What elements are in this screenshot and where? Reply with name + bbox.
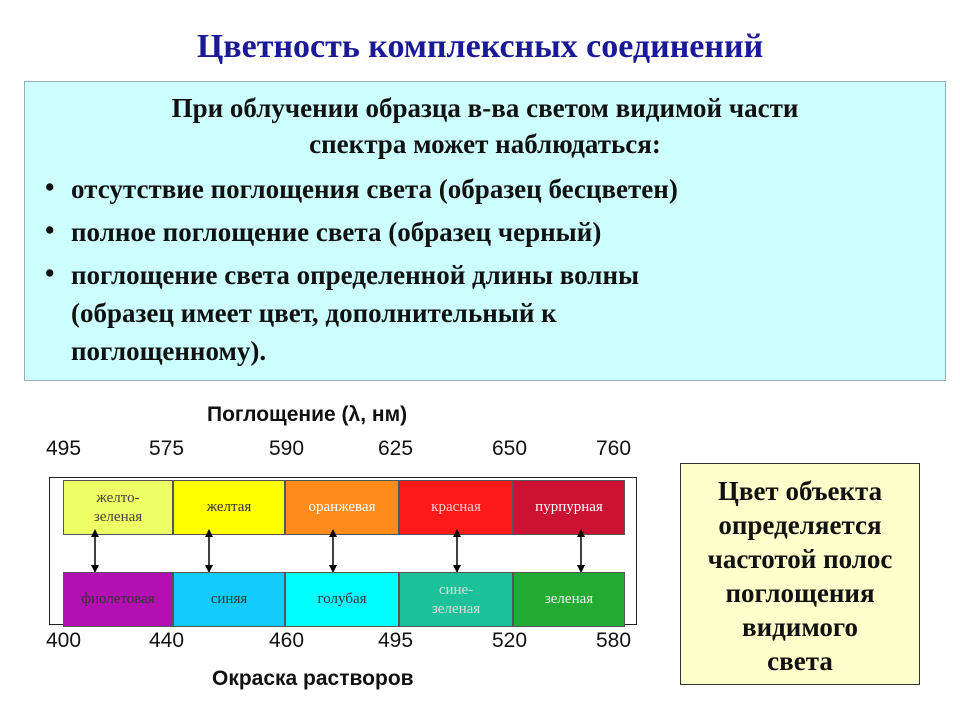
band-label: сине- <box>438 581 474 598</box>
bullet-item-3 <box>71 256 931 370</box>
bullet-marker-2: • <box>45 215 55 245</box>
bullet-3-line-3: поглощенному). <box>71 336 267 366</box>
band-label: желтая <box>206 499 252 515</box>
bullet-3-line-2: (образец имеет цвет, дополнительный к <box>71 298 557 328</box>
side-note-line: видимого <box>742 612 858 642</box>
absorption-tick-3: 590 <box>269 437 305 460</box>
absorption-band-orange <box>285 480 399 535</box>
solution-title: Окраска растворов <box>212 667 414 690</box>
side-note-box <box>680 463 920 685</box>
solution-tick-5: 520 <box>492 629 528 652</box>
bullet-item-2 <box>71 213 931 251</box>
absorption-band-yellow-green <box>63 480 173 535</box>
side-note-line: поглощения <box>725 578 875 608</box>
double-arrow-icon <box>575 529 587 573</box>
band-label: зеленая <box>431 600 481 617</box>
absorption-tick-6: 760 <box>596 437 632 460</box>
side-note-line: определяется <box>718 510 882 540</box>
absorption-tick-1: 495 <box>46 437 82 460</box>
solution-tick-4: 495 <box>378 629 414 652</box>
solution-band-light-blue <box>285 572 399 627</box>
side-note-line: света <box>767 646 833 676</box>
band-label: синяя <box>210 591 248 607</box>
intro-line-1: При облучении образца в-ва светом видимой части <box>171 93 799 123</box>
solution-tick-1: 400 <box>46 629 82 652</box>
bullet-marker-3: • <box>45 258 55 288</box>
bullet-3-line-1: поглощение света определенной длины волны <box>71 260 640 290</box>
side-note-line: Цвет объекта <box>717 476 883 506</box>
absorption-tick-4: 625 <box>378 437 414 460</box>
band-label: фиолетовая <box>81 591 155 607</box>
bullet-item-1 <box>71 170 931 208</box>
bullet-marker-1: • <box>45 172 55 202</box>
bullet-2-line-1: полное поглощение света (образец черный) <box>71 217 602 247</box>
double-arrow-icon <box>203 529 215 573</box>
band-label: голубая <box>317 591 367 607</box>
double-arrow-icon <box>89 529 101 573</box>
band-label: зеленая <box>544 591 594 607</box>
solution-tick-3: 460 <box>269 629 305 652</box>
solution-tick-2: 440 <box>149 629 185 652</box>
band-label: желто- <box>96 489 140 506</box>
solution-band-blue <box>173 572 285 627</box>
solution-band-violet <box>63 572 173 627</box>
band-label: зеленая <box>93 508 143 525</box>
absorption-tick-2: 575 <box>149 437 185 460</box>
side-note-text <box>681 474 919 678</box>
intro-box <box>24 81 946 381</box>
band-label: красная <box>431 499 481 515</box>
solution-band-green <box>513 572 625 627</box>
absorption-tick-5: 650 <box>492 437 528 460</box>
page-title: Цветность комплексных соединений <box>196 28 764 65</box>
side-note-line: частотой полос <box>707 544 893 574</box>
band-label: пурпурная <box>535 499 603 515</box>
absorption-band-red <box>399 480 513 535</box>
bullet-1-line-1: отсутствие поглощения света (образец бесцветен) <box>71 174 678 204</box>
band-label: оранжевая <box>308 499 376 515</box>
solution-tick-6: 580 <box>596 629 632 652</box>
double-arrow-icon <box>327 529 339 573</box>
double-arrow-icon <box>451 529 463 573</box>
intro-heading <box>25 90 945 162</box>
solution-band-blue-green <box>399 572 513 627</box>
absorption-band-yellow <box>173 480 285 535</box>
absorption-band-purple <box>513 480 625 535</box>
intro-line-2: спектра может наблюдаться: <box>309 129 661 159</box>
absorption-title: Поглощение (λ, нм) <box>207 403 408 426</box>
